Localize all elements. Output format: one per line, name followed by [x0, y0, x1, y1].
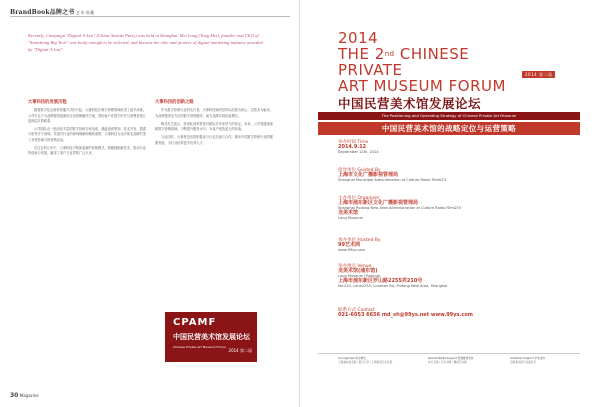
brand-name: BrandBook品牌之书	[10, 9, 75, 16]
logo-sub: 2014 第二届	[228, 348, 252, 353]
info-guided-by: 指导单位 Guided By 上海市文化广播影视管理局 Shanghai Municipal Administration of Culture Radio Film&TV	[338, 168, 447, 182]
paragraph: 梅龙先生表示，获得此项荣誉是对团队多年来努力的肯定。未来，公司将继续深耕数字营销领域，不断提升服务水平，为客户创造更大的价值。	[155, 121, 273, 132]
sponsor-block: Co-organizer 协办单位 上海浦东美术馆 / 复旦大学 / 上海视觉艺术学院	[338, 357, 393, 364]
sponsor-block: Academic Support 学术支持 全国美术馆专业委员会	[510, 357, 545, 364]
subtitle-zh-band: 中国民营美术馆的战略定位与运营策略	[318, 122, 580, 135]
subtitle-en-band: The Positioning and Operating Strategy of Chinese Private Art Museum	[318, 112, 580, 120]
year-tag: 2014 第二届	[522, 71, 555, 78]
paragraph: 在过去的几年中，大事科技不断探索新的营销模式，积极拥抱新技术，推动行业的创新与发展，赢得了客户与业界的广泛认可。	[28, 146, 146, 156]
info-hosted-by: 承办单位 Hosted By 99艺术网 www.99ys.com	[338, 238, 381, 252]
info-time: 举办时间 Time 2014.9.12 September 12th, 2014	[338, 140, 379, 154]
article-column-2	[155, 100, 273, 149]
info-organizer: 主办单位 Organizer 上海市浦东新区文化广播影视管理局 Shanghai Pudong New Area Administration of Culture Radio Film&TV 龙美术馆 Long Museum	[338, 196, 462, 220]
forum-title-zh: 中国民营美术馆发展论坛	[338, 96, 482, 111]
brand-header	[10, 7, 94, 16]
intro-text: Recently, Campaign "Digital A-List" (China Awards Party) was held in Shanghai. Mei Long (Tong Mei), founder and CEO of "Something Big Tech" was lucky enough to be selected, and became the elite and pioneer of digital marketing industry awarded by "Digital A-List".	[28, 33, 263, 52]
sponsor-block: Special Media Support 特别媒体支持 东方卫视 / 艺术中国 / 雅昌艺术网	[428, 357, 474, 364]
logo-zh: 中国民营美术馆发展论坛	[173, 333, 250, 341]
info-venue: 举办地点 Venue 龙美术馆(浦东馆) Long Museum (Pudong) 上海市浦东新区罗山路2255弄210号 No.210, Lane2255, Luoshan Rd, Pudong New Area, Shanghai	[338, 264, 448, 288]
info-contact: 联系方式 Contact 021-6053 6656 md_sh@99ys.net www.99ys.com	[338, 308, 473, 318]
logo-brand: CPAMF	[173, 317, 217, 328]
paragraph: 随着数字化及新型传播方式的兴起，大事科技在数字营销领域取得了诸多成就。公司专注于为品牌提供创新的互动营销解决方案，帮助客户在数字时代与消费者建立更深层次的联系。	[28, 108, 146, 123]
paragraph: 作为数字营销行业的先行者，大事科技始终坚持以创意为核心、以技术为驱动，为品牌提供全方位的数字营销服务，助力品牌实现价值增长。	[155, 108, 273, 118]
column-2-heading: 大事科技的创新之路	[155, 100, 194, 105]
header-rule	[10, 16, 290, 17]
column-1-heading: 大事科技的发展历程	[28, 100, 67, 105]
brand-sub: 艺术·收藏	[76, 10, 95, 15]
footer-rule	[318, 353, 580, 354]
paragraph: 与此同时，大事科技也将积极参与行业交流与合作，推动中国数字营销行业的健康发展，为行业培养更多优秀人才。	[155, 135, 273, 145]
logo-en: Chinese Private Art Museum Forum	[173, 345, 226, 349]
article-column-1	[28, 100, 146, 160]
page-number: 30 Magazine	[10, 392, 39, 399]
paragraph: 公司团队由一批经验丰富的数字营销专家组成，涵盖创意策划、技术开发、数据分析等多个领域。凭借对行业的深刻理解和敏锐洞察，大事科技为众多知名品牌打造了具有影响力的营销活动。	[28, 127, 146, 142]
forum-logo	[165, 312, 257, 362]
forum-title-en: 2014 THE 2nd CHINESE PRIVATE ART MUSEUM FORUM 2014 第二届	[338, 30, 506, 94]
